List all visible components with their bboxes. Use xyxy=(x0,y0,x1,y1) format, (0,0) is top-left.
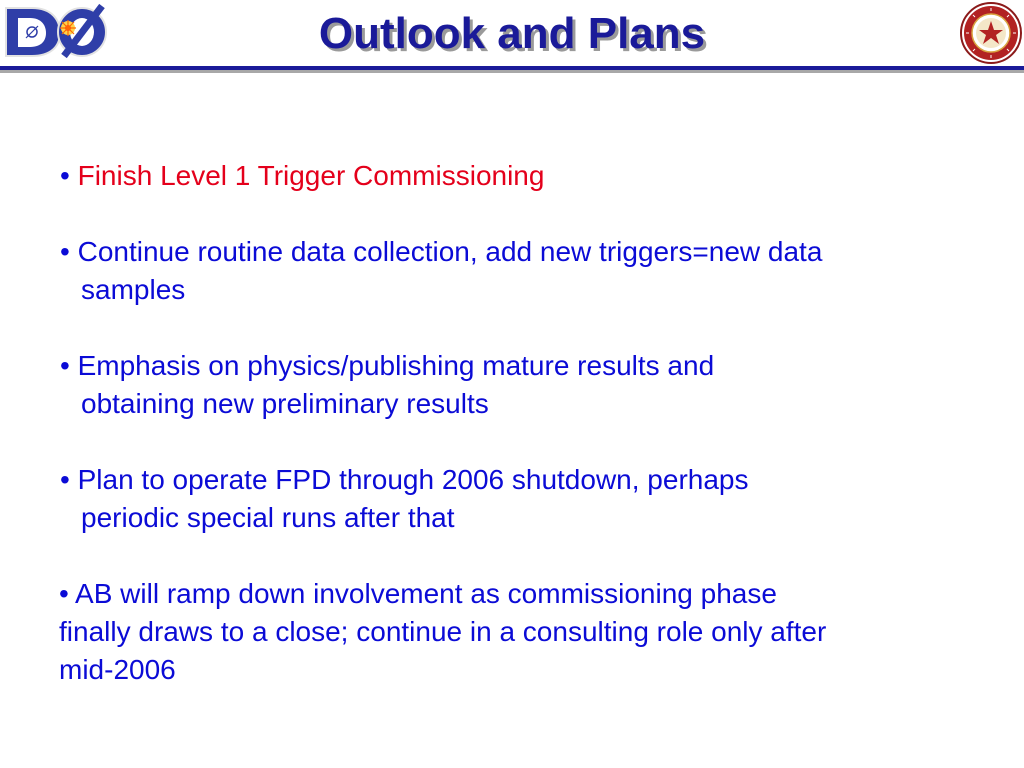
bullet-text: Finish Level 1 Trigger Commissioning xyxy=(77,160,545,191)
bullet-text: Continue routine data collection, add new triggers=new data xyxy=(77,236,823,267)
bullet-dot: • xyxy=(60,464,70,495)
bullet-text-wrapped: finally draws to a close; continue in a consulting role only after xyxy=(59,616,827,647)
bullet-dot: • xyxy=(59,578,69,609)
bullet-text-continued: obtaining new preliminary results xyxy=(81,388,489,419)
bullet-text-continued: samples xyxy=(81,274,186,305)
bullet-item xyxy=(60,347,1010,423)
bullet-dot: • xyxy=(60,160,70,191)
bullet-item xyxy=(59,575,1010,689)
university-seal-icon xyxy=(960,2,1022,64)
bullet-item xyxy=(60,233,1010,309)
bullet-text: AB will ramp down involvement as commissioning phase xyxy=(75,578,777,609)
bullet-text: Emphasis on physics/publishing mature results and xyxy=(77,350,715,381)
bullet-text-continued: periodic special runs after that xyxy=(81,502,455,533)
bullet-text-wrapped: mid-2006 xyxy=(59,654,176,685)
bullet-dot: • xyxy=(60,236,70,267)
bullet-text: Plan to operate FPD through 2006 shutdown, perhaps xyxy=(77,464,749,495)
title-divider-shadow xyxy=(0,70,1024,73)
bullet-item xyxy=(60,157,1010,195)
bullet-item xyxy=(60,461,1010,537)
page-title: Outlook and Plans xyxy=(318,9,706,58)
bullet-dot: • xyxy=(60,350,70,381)
bullet-list xyxy=(60,157,1010,727)
